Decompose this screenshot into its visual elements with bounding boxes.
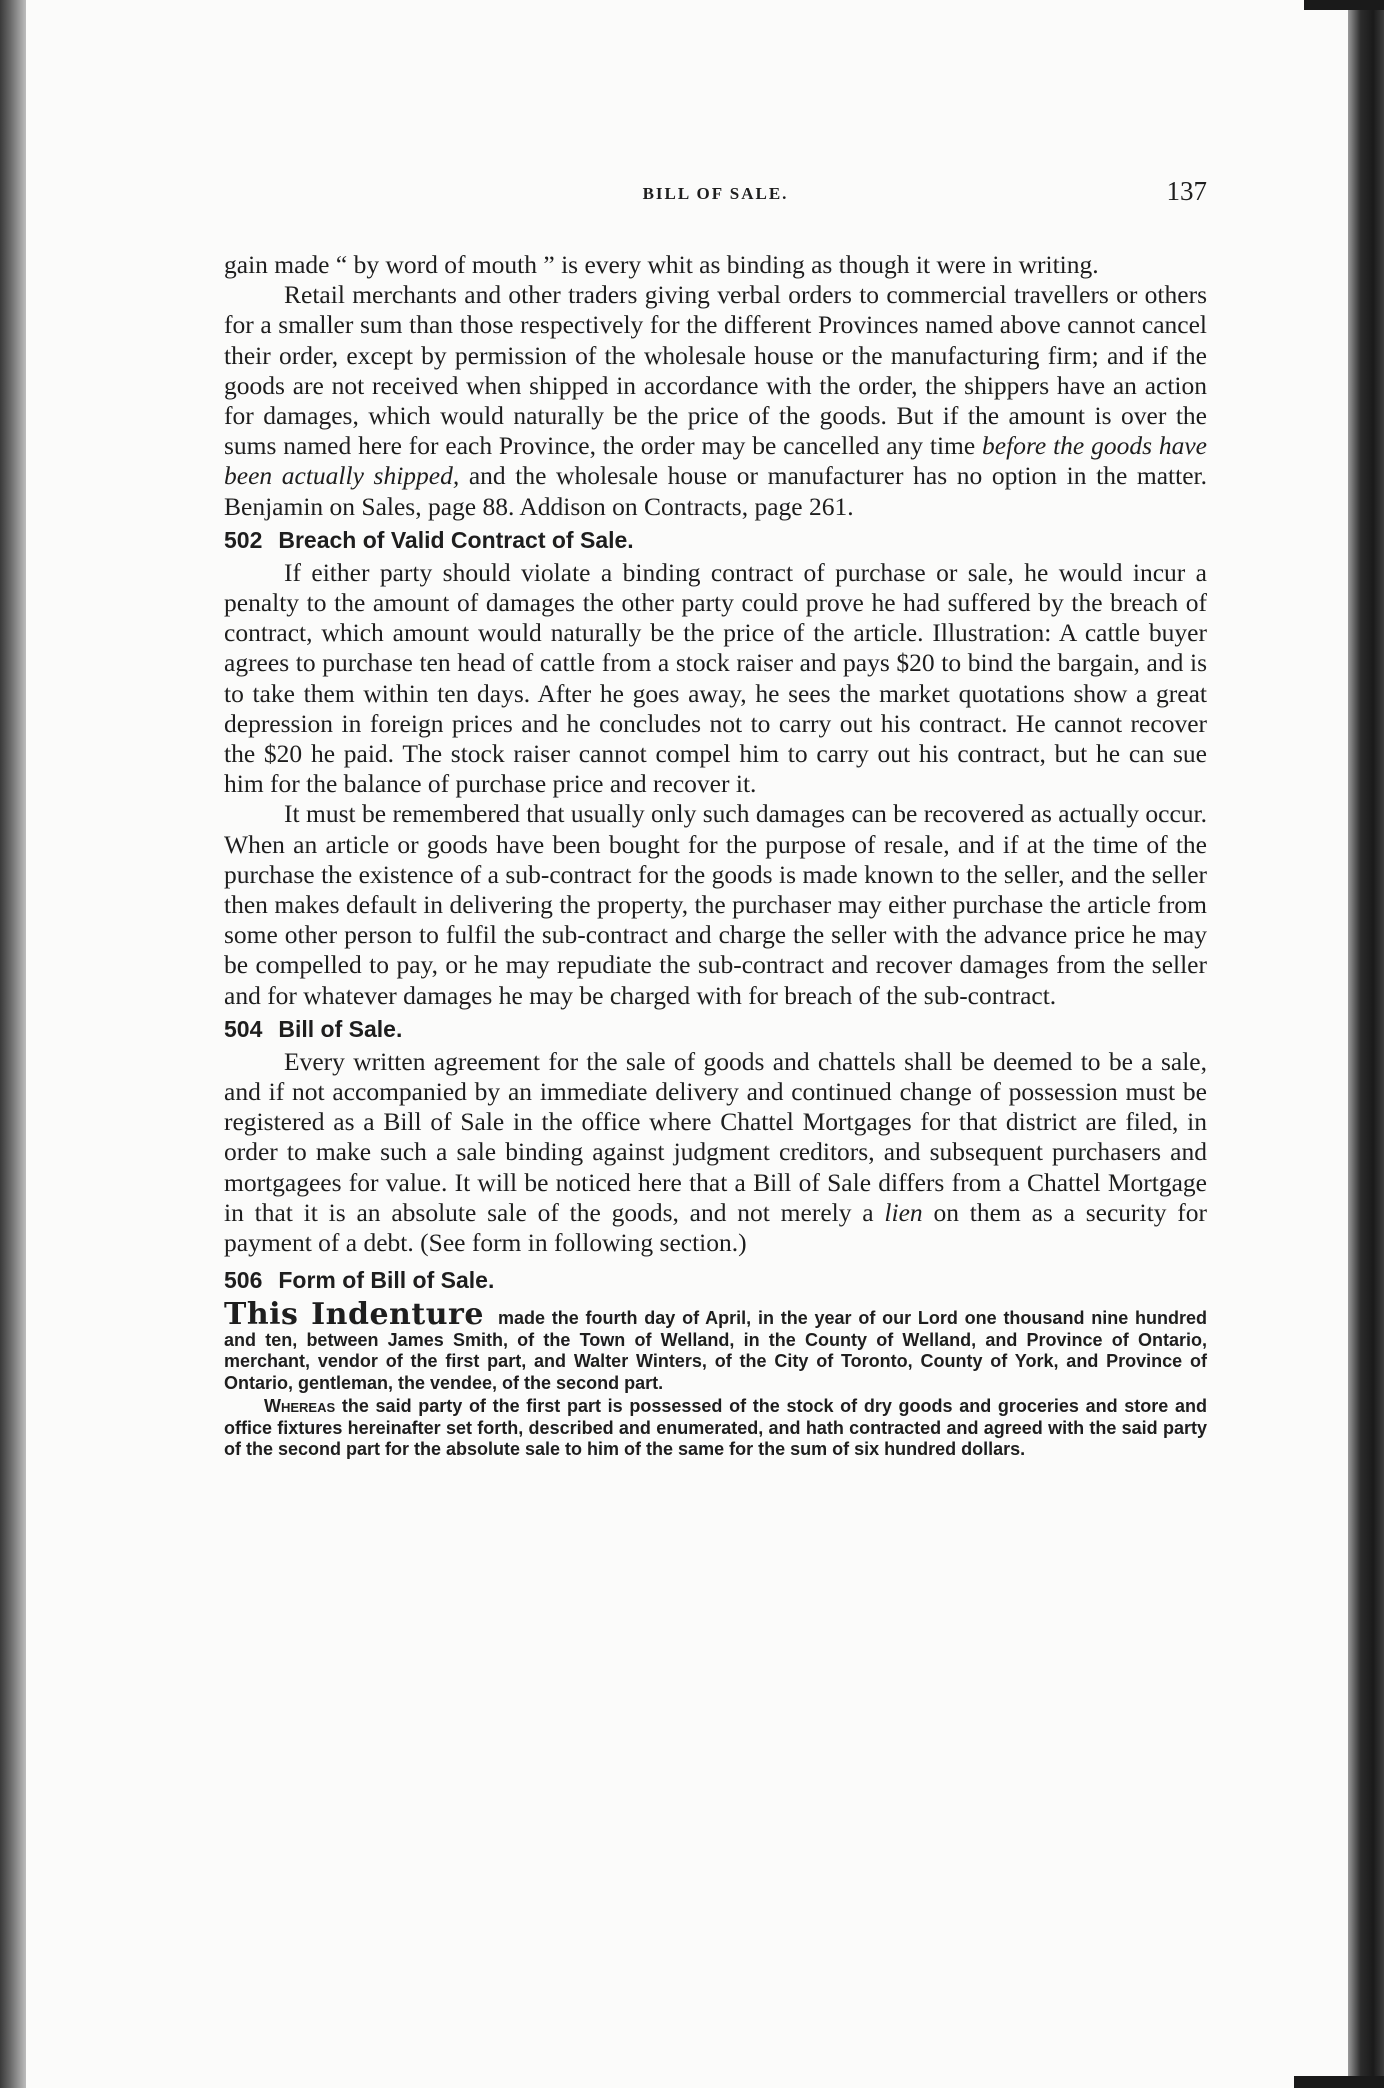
scan-corner-top [1304,0,1384,10]
section-506-heading [224,1264,1207,1296]
continuation-paragraph: gain made “ by word of mouth ” is every whit as binding as though it were in writing. [224,250,1099,279]
section-502-title: Breach of Valid Contract of Sale. [278,526,634,553]
book-edge-right [1348,0,1384,2088]
section-502-heading [224,524,1207,556]
section-504-number: 504 [224,1015,263,1042]
section-506-title: Form of Bill of Sale. [278,1267,495,1294]
section-504-heading [224,1013,1207,1045]
indenture-paragraph [224,1297,1207,1394]
whereas-paragraph [224,1396,1207,1461]
verbal-orders-italic: before the goods have been actually shipped, [224,431,1207,491]
whereas-text: the said party of the first part is possessed of the stock of dry goods and groceries and store and office fixtures hereinafter set forth, described and enumerated, and hath contracted and agreed with the said party of the second part for the absolute sale to him of the same for the sum of six hundred dollars. [224,1396,1207,1460]
verbal-orders-text-b: and the wholesale house or manufacturer has no option in the matter. Benjamin on Sales, page 88. Addison on Contracts, page 261. [224,461,1207,521]
section-502-number: 502 [224,526,263,553]
indenture-lead: This Indenture [224,1297,484,1333]
section-504-paragraph [224,1047,1207,1258]
verbal-orders-paragraph [224,280,1207,522]
section-504-text-a: Every written agreement for the sale of goods and chattels shall be deemed to be a sale, and if not accompanied by an immediate delivery and continued change of possession must be registered as a Bill of Sale in the office where Chattel Mortgages for that district are filed, in order to make such a sale binding against judgment creditors, and subsequent purchasers and mortgagees for value. It will be noticed here that a Bill of Sale differs from a Chattel Mortgage in that it is an absolute sale of the goods, and not merely a [224,1046,1207,1227]
page-text [224,176,1207,1461]
section-502-paragraph-1: If either party should violate a binding contract of purchase or sale, he would incur a penalty to the amount of damages the other party could prove he had suffered by the breach of contract, which amount would naturally be the price of the article. Illustration: A cattle buyer agrees to purchase ten head of cattle from a stock raiser and pays $20 to bind the bargain, and is to take them within ten days. After he goes away, he sees the market quotations show a great depression in foreign prices and he concludes not to carry out his contract. He cannot recover the $20 he paid. The stock raiser cannot compel him to carry out his contract, but he can sue him for the balance of purchase price and recover it. [224,557,1207,799]
indenture-text: made the fourth day of April, in the year of our Lord one thousand nine hundred and ten, between James Smith, of the Town of Welland, in the County of Welland, and Province of Ontario, merchant, vendor of the first part, and Walter Winters, of the City of Toronto, County of York, and Province of Ontario, gentleman, the vendee, of the second part. [224,1308,1207,1393]
scan-shadow-left [0,0,26,2088]
section-504-text-b: on them as a security for payment of a debt. (See form in following section.) [224,1197,1208,1258]
whereas-lead: Whereas [264,1396,336,1417]
section-506-number: 506 [224,1267,263,1294]
page-number: 137 [1166,176,1207,206]
running-title: BILL OF SALE. [642,184,789,203]
section-502-paragraph-2: It must be remembered that usually only such damages can be recovered as actually occur. When an article or goods have been bought for the purpose of resale, and if at the time of the purchase the existence of a sub-contract for the goods is made known to the seller, and the seller then makes default in delivering the property, the purchaser may either purchase the article from some other person to fulfil the sub-contract and charge the seller with the advance price he may be compelled to pay, or he may repudiate the sub-contract and recover damages from the seller and for whatever damages he may be charged with for breach of the sub-contract. [224,799,1207,1010]
verbal-orders-text-a: Retail merchants and other traders giving verbal orders to commercial travellers or others for a smaller sum than those respectively for the different Provinces named above cannot cancel their order, except by permission of the wholesale house or the manufacturing firm; and if the goods are not received when shipped in accordance with the order, the shippers have an action for damages, which would naturally be the price of the goods. But if the amount is over the sums named here for each Province, the order may be cancelled any time [224,280,1207,461]
running-head [224,176,1207,210]
section-504-italic: lien [884,1197,923,1227]
scan-corner-bottom [1294,2076,1384,2088]
section-504-title: Bill of Sale. [278,1015,403,1042]
